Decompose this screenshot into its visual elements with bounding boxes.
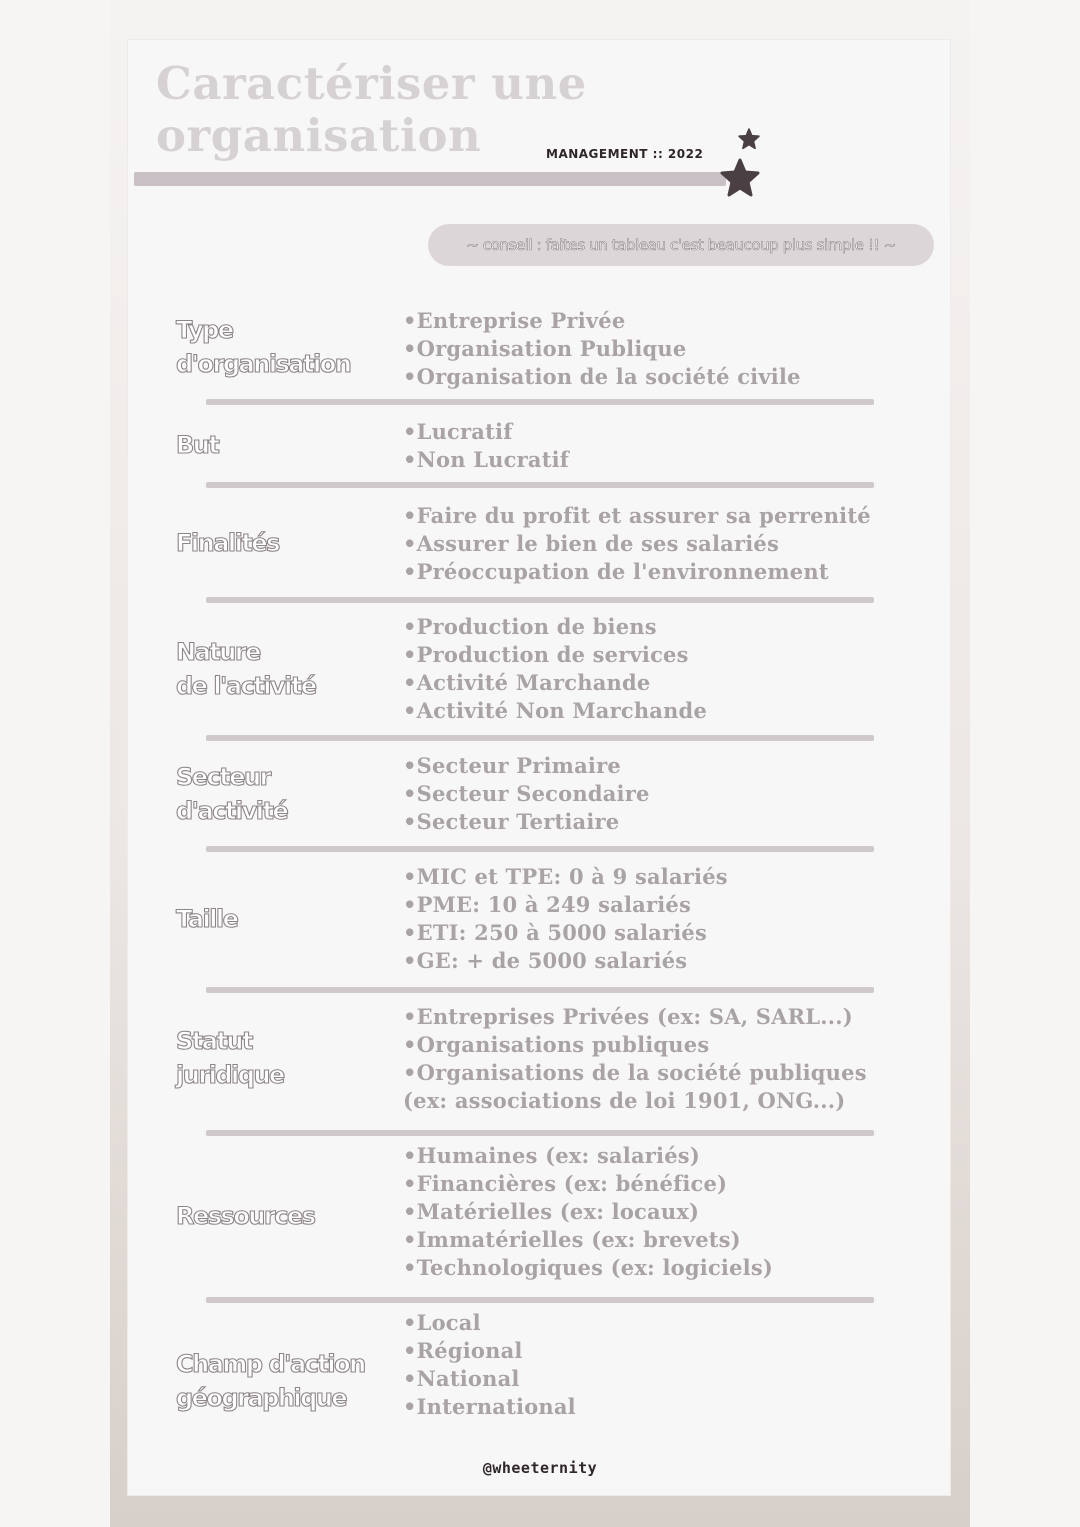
list-item: • Local	[403, 1309, 576, 1337]
row-items-but	[403, 418, 569, 474]
row-divider	[206, 597, 874, 603]
advice-banner: ~ conseil : faites un tableau c'est beaucoup plus simple !! ~	[428, 224, 934, 266]
row-items-taille	[403, 863, 728, 975]
row-divider	[206, 735, 874, 741]
list-item: • Activité Marchande	[403, 669, 707, 697]
list-item: • Faire du profit et assurer sa perrenité	[403, 502, 871, 530]
title-underline-bar	[134, 172, 726, 186]
list-item: • Humaines (ex: salariés)	[403, 1142, 773, 1170]
row-items-type-organisation	[403, 307, 801, 391]
list-item: • Technologiques (ex: logiciels)	[403, 1254, 773, 1282]
list-item: • Production de biens	[403, 613, 707, 641]
row-divider	[206, 482, 874, 488]
list-item: • Matérielles (ex: locaux)	[403, 1198, 773, 1226]
list-item: • Non Lucratif	[403, 446, 569, 474]
row-label-type-organisation: Type d'organisation	[176, 316, 351, 378]
star-decoration-icon	[720, 158, 760, 198]
row-label-taille: Taille	[176, 905, 238, 933]
list-item: • Préoccupation de l'environnement	[403, 558, 871, 586]
author-credit: @wheeternity	[482, 1459, 598, 1477]
row-divider	[206, 1297, 874, 1303]
row-items-secteur-activite	[403, 752, 650, 836]
list-item: • Organisation Publique	[403, 335, 801, 363]
list-item: • Régional	[403, 1337, 576, 1365]
list-item-continuation: (ex: associations de loi 1901, ONG...)	[403, 1088, 846, 1113]
row-label-finalites: Finalités	[176, 529, 279, 557]
list-item: • Financières (ex: bénéfice)	[403, 1170, 773, 1198]
list-item: • Immatérielles (ex: brevets)	[403, 1226, 773, 1254]
row-divider	[206, 1130, 874, 1136]
row-items-champ-action	[403, 1309, 576, 1421]
list-item: • National	[403, 1365, 576, 1393]
row-label-champ-action: Champ d'action géographique	[176, 1350, 365, 1412]
list-item: • Production de services	[403, 641, 707, 669]
list-item: • Entreprise Privée	[403, 307, 801, 335]
title-line-1: Caractériser une	[156, 57, 587, 110]
list-item: • ETI: 250 à 5000 salariés	[403, 919, 728, 947]
row-divider	[206, 987, 874, 993]
list-item: • Lucratif	[403, 418, 569, 446]
row-divider	[206, 399, 874, 405]
row-label-nature-activite: Nature de l'activité	[176, 638, 316, 700]
row-label-but: But	[176, 431, 219, 459]
row-items-nature-activite	[403, 613, 707, 725]
list-item: • International	[403, 1393, 576, 1421]
list-item: • Activité Non Marchande	[403, 697, 707, 725]
row-items-ressources	[403, 1142, 773, 1282]
list-item: • Organisations de la société publiques	[403, 1059, 867, 1087]
list-item: • PME: 10 à 249 salariés	[403, 891, 728, 919]
star-decoration-icon	[738, 128, 760, 150]
list-item: • Organisation de la société civile	[403, 363, 801, 391]
list-item: • Secteur Primaire	[403, 752, 650, 780]
title-line-2: organisation	[156, 109, 482, 162]
row-divider	[206, 846, 874, 852]
row-label-secteur-activite: Secteur d'activité	[176, 763, 288, 825]
row-items-statut-juridique	[403, 1003, 867, 1115]
list-item: • Entreprises Privées (ex: SA, SARL...)	[403, 1003, 867, 1031]
list-item: • Assurer le bien de ses salariés	[403, 530, 871, 558]
list-item: • MIC et TPE: 0 à 9 salariés	[403, 863, 728, 891]
list-item: • Secteur Secondaire	[403, 780, 650, 808]
subject-subtitle: MANAGEMENT :: 2022	[546, 147, 704, 161]
list-item: • Organisations publiques	[403, 1031, 867, 1059]
row-label-statut-juridique: Statut juridique	[176, 1027, 284, 1089]
row-items-finalites	[403, 502, 871, 586]
list-item: • Secteur Tertiaire	[403, 808, 650, 836]
list-item: • GE: + de 5000 salariés	[403, 947, 728, 975]
page-title	[156, 58, 587, 162]
row-label-ressources: Ressources	[176, 1202, 315, 1230]
